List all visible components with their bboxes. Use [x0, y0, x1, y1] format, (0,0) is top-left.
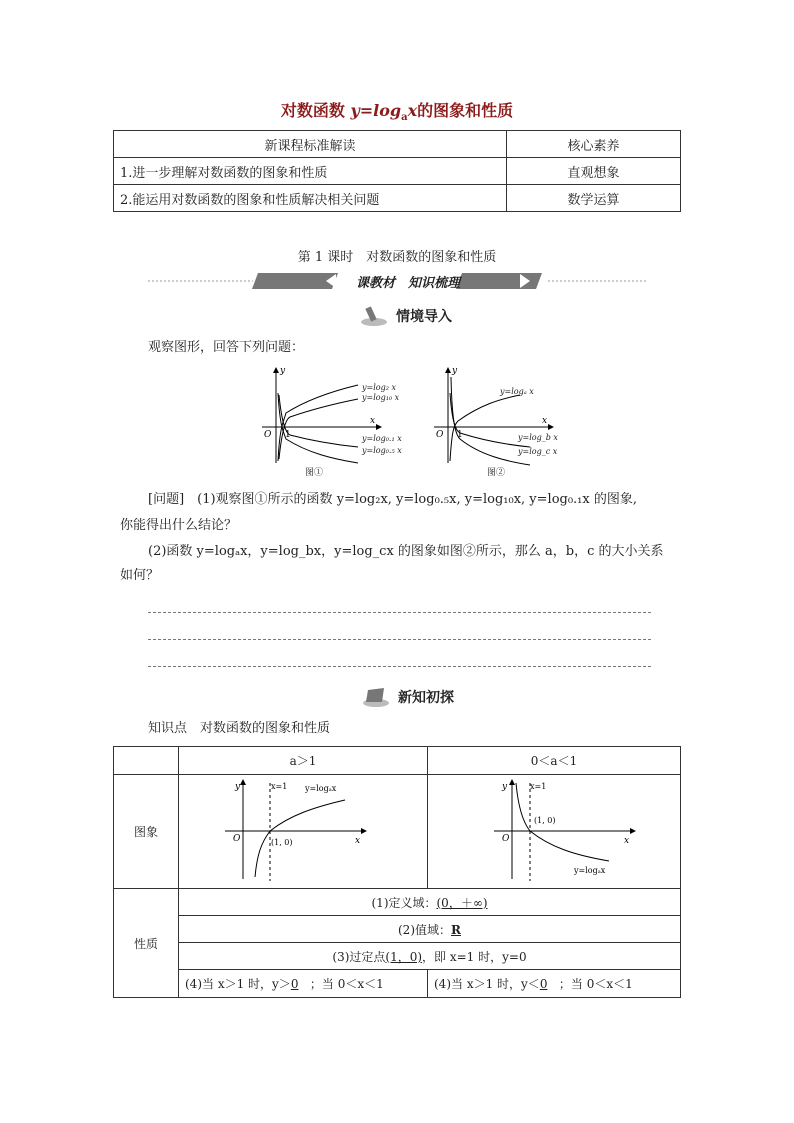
header-cell: 0＜a＜1: [428, 747, 681, 775]
point-label: (1, 0): [534, 816, 556, 825]
figure-1-caption: 图①: [305, 468, 324, 478]
row-header: 图象: [114, 775, 179, 889]
fig2-labels-bottom: [518, 431, 558, 459]
observe-text: 观察图形，回答下列问题：: [148, 340, 305, 355]
table-cell: 1.进一步理解对数函数的图象和性质: [114, 158, 507, 185]
origin-label: O: [264, 430, 272, 440]
knowledge-point: 知识点 对数函数的图象和性质: [148, 721, 331, 736]
page-title: 对数函数 $y=\log_ax$的图象和性质: [280, 101, 514, 124]
curve-log2: [278, 385, 358, 461]
table-row: [114, 185, 681, 212]
curve-label: y=log₁₀ x: [362, 393, 400, 402]
new-badge-label: 新知初探: [398, 690, 454, 706]
pen-icon: [360, 305, 390, 327]
figure-1: [258, 363, 388, 478]
curriculum-table: [113, 130, 681, 212]
header-cell: 新课程标准解读: [114, 131, 507, 158]
question-2-line2: 如何？: [120, 568, 160, 583]
table-cell: 数学运算: [507, 185, 681, 212]
curve-log01: [279, 395, 358, 447]
graph-cell-b: [428, 775, 681, 889]
graph-b: [434, 775, 674, 885]
question-1-line1: [问题] (1)观察图①所示的函数 y=log₂x, y=log₀.₅x, y=log₁₀x, y=log₀.₁x 的图象,: [148, 492, 637, 507]
question-2-line1: (2)函数 y=logₐx，y=log_bx，y=log_cx 的图象如图②所示，那么 a，b，c 的大小关系: [148, 544, 664, 559]
line-label: x=1: [271, 782, 288, 791]
property-sign-b: (4)当 x＞1 时，y＜0 ；当 0＜x＜1: [428, 970, 681, 998]
table-row: [114, 747, 681, 775]
fig1-labels-bottom: [362, 433, 402, 457]
graph-cell-a: [179, 775, 428, 889]
log-curve-increasing: [255, 800, 345, 877]
curve-log10: [279, 399, 358, 459]
answer-line: [148, 612, 651, 613]
curve-label: y=logₐ x: [500, 387, 534, 396]
axis-label-y: y: [280, 366, 286, 376]
intro-badge: [360, 305, 452, 327]
table-row: [114, 158, 681, 185]
curve-label: y=log_c x: [518, 447, 558, 456]
axis-label-x: x: [355, 836, 361, 846]
tick-one: 1: [457, 430, 463, 440]
origin-label: O: [436, 430, 444, 440]
banner-text: 课教材 知识梳理: [356, 276, 461, 291]
curve-loga: [450, 395, 520, 461]
tick-one: 1: [285, 430, 291, 440]
row-header: 性质: [114, 889, 179, 998]
figure-2-caption: 图②: [487, 468, 506, 478]
curve-label: y=logₐx: [574, 866, 606, 875]
table-row: [114, 889, 681, 916]
graph-a: [185, 775, 415, 885]
header-cell: 核心素养: [507, 131, 681, 158]
origin-label: O: [233, 834, 241, 844]
line-label: x=1: [530, 782, 547, 791]
point-label: (1, 0): [271, 838, 293, 847]
property-domain: (1)定义域：(0，＋∞): [179, 889, 681, 916]
property-range: (2)值域：R: [179, 916, 681, 943]
curve-label: y=log₀.₁ x: [362, 434, 402, 443]
curve-label: y=log_b x: [518, 433, 558, 442]
table-cell: 2.能运用对数函数的图象和性质解决相关问题: [114, 185, 507, 212]
fig1-labels-top: [362, 383, 399, 403]
properties-table: [113, 746, 681, 998]
section-banner: [148, 271, 648, 291]
lesson-subtitle: 第 1 课时 对数函数的图象和性质: [297, 250, 497, 265]
new-knowledge-badge: [362, 686, 454, 708]
table-row: [114, 970, 681, 998]
banner-left-stripe: [252, 273, 338, 289]
book-icon: [362, 686, 392, 708]
curve-label: y=logₐx: [305, 784, 337, 793]
curve-log05: [278, 393, 358, 463]
table-row: [114, 916, 681, 943]
axis-label-y: y: [235, 782, 241, 792]
curve-label: y=log₀.₅ x: [362, 446, 402, 455]
axis-label-y: y: [502, 782, 508, 792]
property-sign-a: (4)当 x＞1 时，y＞0 ；当 0＜x＜1: [179, 970, 428, 998]
answer-line: [148, 666, 651, 667]
intro-badge-label: 情境导入: [396, 309, 452, 325]
axis-label-x: x: [624, 836, 630, 846]
answer-line: [148, 639, 651, 640]
property-fixed-point: (3)过定点(1，0)，即 x=1 时，y=0: [179, 943, 681, 970]
table-row: [114, 775, 681, 889]
axis-label-x: x: [370, 416, 376, 426]
figure-2: [430, 363, 560, 478]
header-cell: a＞1: [179, 747, 428, 775]
curve-label: y=log₂ x: [362, 383, 396, 392]
table-row: [114, 131, 681, 158]
table-cell: [114, 747, 179, 775]
axis-label-y: y: [452, 366, 458, 376]
table-cell: 直观想象: [507, 158, 681, 185]
table-row: [114, 943, 681, 970]
axis-label-x: x: [542, 416, 548, 426]
question-1-line2: 你能得出什么结论？: [120, 518, 238, 533]
origin-label: O: [502, 834, 510, 844]
